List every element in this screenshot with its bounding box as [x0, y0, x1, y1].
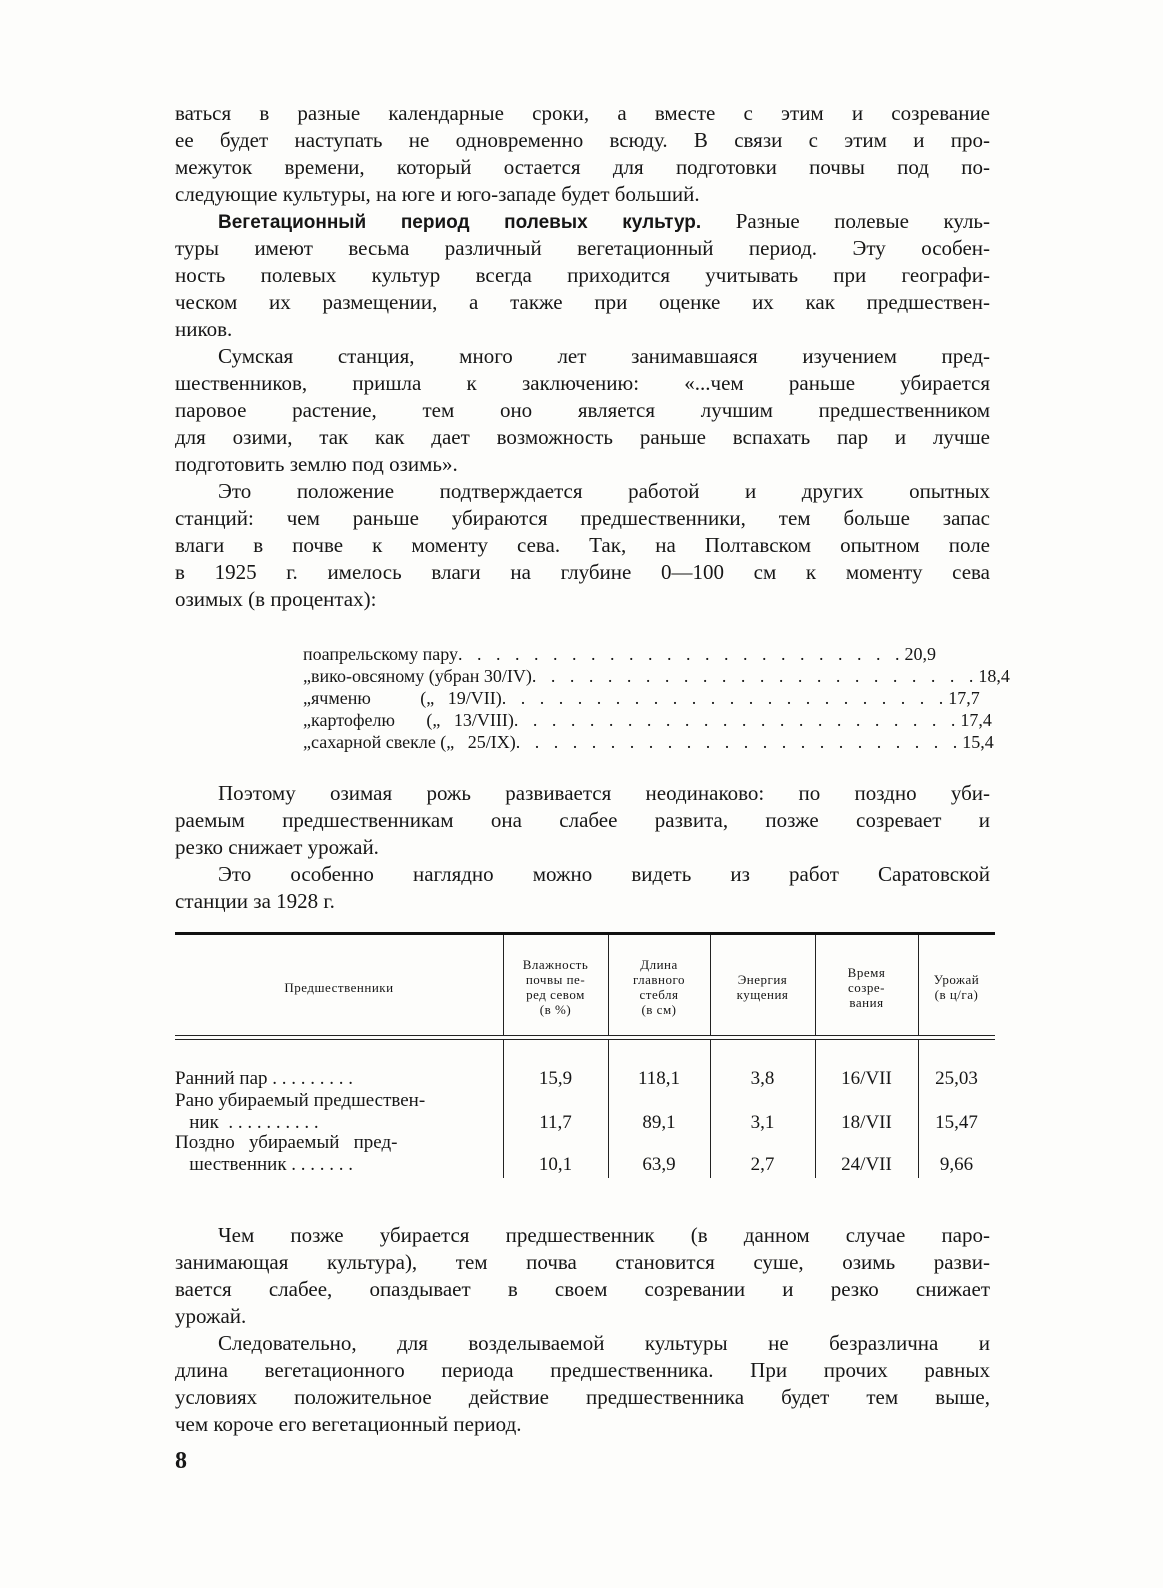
row-label: Поздно убираемый пред- — [175, 1132, 398, 1153]
text-line: паровое растение, тем оно является лучшим предшественником — [175, 398, 990, 422]
list-prefix: „ — [303, 688, 311, 708]
list-item — [303, 643, 936, 665]
table-cell: 24/VII — [841, 1154, 892, 1175]
table-header-rule — [175, 1039, 995, 1040]
text-line: озимых (в процентах): — [175, 587, 377, 611]
table-cell: 89,1 — [642, 1112, 676, 1133]
dot-leader: . . . . . . . . . . . . . . . . . . . . . . . . — [531, 666, 979, 686]
table-cell: 10,1 — [538, 1154, 573, 1175]
text-line: влаги в почве к моменту сева. Так, на Полтавском опытном поле — [175, 533, 990, 557]
column-header-text: Урожай (в ц/га) — [933, 972, 980, 1002]
list-label: картофелю („ 13/VIII) — [311, 710, 514, 730]
list-value: 15,4 — [962, 732, 994, 752]
dot-leader: . . . . . . . . . . . . . . . . . . . . . . . . — [501, 688, 949, 708]
column-header — [710, 942, 815, 1032]
text-line: Это положение подтверждается работой и других опытных — [218, 479, 990, 503]
table-cell: 63,9 — [642, 1154, 676, 1175]
list-prefix: „ — [303, 666, 311, 686]
list-label: вико-овсяному (убран 30/IV) — [311, 666, 532, 686]
text-line: ность полевых культур всегда приходится учитывать при географи- — [175, 263, 990, 287]
text-line: шественников, пришла к заключению: «...чем раньше убирается — [175, 371, 990, 395]
table-cell: 15,47 — [935, 1112, 978, 1133]
text-line: межуток времени, который остается для подготовки почвы под по- — [175, 155, 990, 179]
table-cell: 11,7 — [539, 1112, 572, 1133]
text-line: резко снижает урожай. — [175, 835, 379, 859]
list-value: 17,7 — [948, 688, 980, 708]
column-header-text: Длина главного стебля (в см) — [632, 957, 686, 1017]
table-cell: 118,1 — [637, 1068, 681, 1089]
text-line: раемым предшественникам она слабее развита, позже созревает и — [175, 808, 990, 832]
text-line: Чем позже убирается предшественник (в данном случае паро- — [218, 1223, 990, 1247]
text-line: урожай. — [175, 1304, 247, 1328]
list-label: сахарной свекле („ 25/IX) — [311, 732, 516, 752]
text-line: длина вегетационного периода предшественника. При прочих равных — [175, 1358, 990, 1382]
text-line: ее будет наступать не одновременно всюду. В связи с этим и про- — [175, 128, 990, 152]
list-prefix: по — [303, 644, 322, 664]
column-header — [503, 942, 608, 1032]
text-line: чем короче его вегетационный период. — [175, 1412, 522, 1436]
page-number: 8 — [175, 1448, 187, 1474]
section-heading: Вегетационный период полевых культур. — [218, 212, 702, 233]
table-cell: 18/VII — [841, 1112, 892, 1133]
text-line: Сумская станция, много лет занимавшаяся изучением пред- — [218, 344, 990, 368]
text-line: следующие культуры, на юге и юго-западе будет больший. — [175, 182, 700, 206]
list-prefix: „ — [303, 732, 311, 752]
list-prefix: „ — [303, 710, 311, 730]
text-line: вается слабее, опаздывает в своем созревании и резко снижает — [175, 1277, 990, 1301]
table-cell: 3,8 — [750, 1068, 775, 1089]
text-line: Вегетационный период полевых культур. Разные полевые куль- — [218, 209, 991, 233]
column-header-text: Энергия кущения — [736, 972, 789, 1002]
text-line: подготовить землю под озимь». — [175, 452, 458, 476]
column-header-text: Предшественники — [284, 979, 394, 995]
text-line: станции за 1928 г. — [175, 889, 335, 913]
table-cell: 3,1 — [750, 1112, 775, 1133]
list-item — [303, 665, 1010, 687]
list-item — [303, 709, 992, 731]
column-header-text: Влажность почвы пе- ред севом (в %) — [522, 957, 589, 1017]
text-line: Это особенно наглядно можно видеть из работ Саратовской — [218, 862, 990, 886]
table-top-rule — [175, 932, 995, 935]
list-label: апрельскому пару — [321, 644, 458, 664]
text-line: туры имеют весьма различный вегетационный период. Эту особен- — [175, 236, 990, 260]
text-line: ваться в разные календарные сроки, а вместе с этим и созревание — [175, 101, 990, 125]
dot-leader: . . . . . . . . . . . . . . . . . . . . . . . . — [515, 732, 963, 752]
list-value: 17,4 — [960, 710, 992, 730]
text-line: для озими, так как дает возможность раньше вспахать пар и лучше — [175, 425, 990, 449]
list-label: ячменю („ 19/VII) — [311, 688, 502, 708]
dot-leader: . . . . . . . . . . . . . . . . . . . . . . . . — [513, 710, 961, 730]
table-cell: 9,66 — [939, 1154, 974, 1175]
text-line: Поэтому озимая рожь развивается неодинаково: по поздно уби- — [218, 781, 990, 805]
row-label: шественник . . . . . . . — [175, 1154, 354, 1175]
list-value: 18,4 — [978, 666, 1010, 686]
table-cell: 16/VII — [841, 1068, 892, 1089]
row-label: ник . . . . . . . . . . — [175, 1112, 319, 1133]
column-header — [608, 942, 710, 1032]
column-header — [815, 942, 918, 1032]
text-line: станций: чем раньше убираются предшественники, тем больше запас — [175, 506, 990, 530]
table-header-rule — [175, 1035, 995, 1036]
table-cell: 15,9 — [538, 1068, 573, 1089]
text-line: в 1925 г. имелось влаги на глубине 0—100 см к моменту сева — [175, 560, 990, 584]
row-label: Ранний пар . . . . . . . . . — [175, 1068, 354, 1089]
text-line: условиях положительное действие предшественника будет тем выше, — [175, 1385, 990, 1409]
list-item — [303, 687, 980, 709]
text-line: Следовательно, для возделываемой культуры не безразлична и — [218, 1331, 990, 1355]
table-cell: 25,03 — [935, 1068, 978, 1089]
row-label: Рано убираемый предшествен- — [175, 1090, 426, 1111]
table-cell: 2,7 — [750, 1154, 775, 1175]
text-line: ческом их размещении, а также при оценке их как предшествен- — [175, 290, 990, 314]
column-header — [918, 942, 995, 1032]
dot-leader: . . . . . . . . . . . . . . . . . . . . . . . . — [457, 644, 905, 664]
column-header-text: Время созре- вания — [847, 964, 886, 1010]
list-item — [303, 731, 994, 753]
list-value: 20,9 — [904, 644, 936, 664]
column-header — [175, 942, 503, 1032]
text-line: ников. — [175, 317, 233, 341]
text-line: занимающая культура), тем почва становится суше, озимь разви- — [175, 1250, 990, 1274]
